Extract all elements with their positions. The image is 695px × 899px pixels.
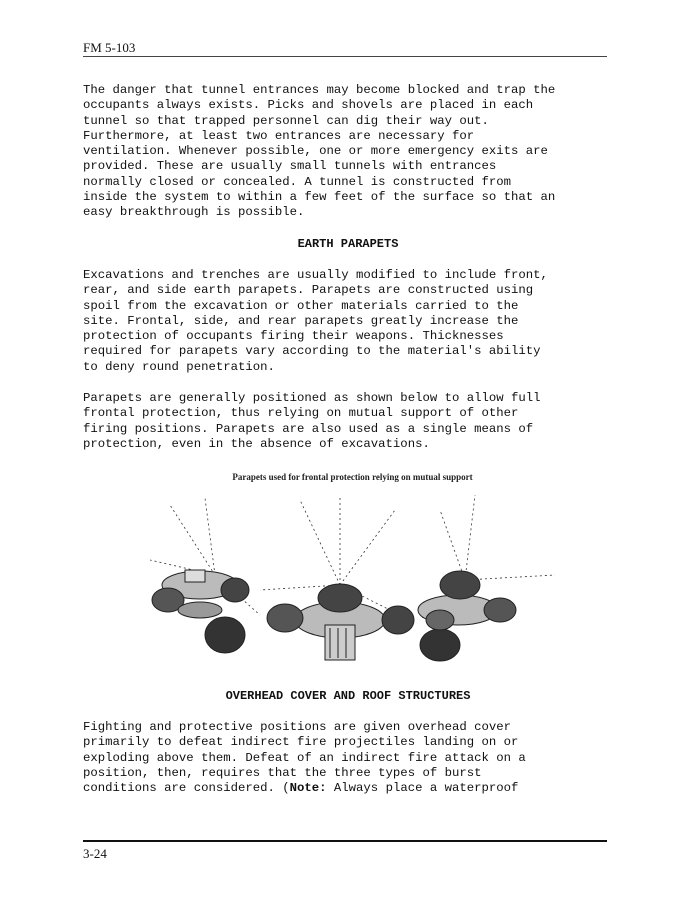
- heading-earth-parapets: EARTH PARAPETS: [297, 237, 399, 251]
- running-head: FM 5-103: [83, 41, 607, 57]
- paragraph-tunnel-entrances: The danger that tunnel entrances may become blocked and trap the occupants always exists. Picks and shovels are placed in each tunnel so that trapped personnel can dig their way out. Furthermore, at least two entrances are necessary for ventilation. Whenever possible, one or more emergency exits are provided. These are usually small tunnels with entrances normally closed or concealed. A tunnel is constructed from inside the system to within a few feet of the surface so that an easy breakthrough is possible.: [83, 83, 556, 220]
- paragraph-overhead-cover: [83, 720, 613, 796]
- figure-caption: Parapets used for frontal protection relying on mutual support: [232, 472, 473, 482]
- paragraph-parapets-positioned: Parapets are generally positioned as shown below to allow full frontal protection, thus relying on mutual support of other firing positions. Parapets are also used as a single means of protection, even in the absence of excavations.: [83, 391, 541, 451]
- parapets-figure: [140, 470, 565, 685]
- center-fighting-position: [267, 584, 414, 660]
- note-label: Note:: [289, 781, 327, 796]
- right-fighting-position: [418, 571, 516, 661]
- page-number: 3-24: [83, 846, 107, 861]
- heading-overhead-cover: OVERHEAD COVER AND ROOF STRUCTURES: [225, 689, 471, 703]
- footer-rule: [83, 840, 607, 842]
- paragraph-overhead-cover-text: Fighting and protective positions are given overhead cover primarily to defeat indirect fire projectiles landing on or exploding above them. Defeat of an indirect fire attack on a position, then, requires that the three types of burst conditions are considered. (: [83, 720, 526, 796]
- parapets-illustration: [140, 470, 565, 685]
- paragraph-excavations: Excavations and trenches are usually modified to include front, rear, and side earth parapets. Parapets are constructed using spoil from the excavation or other materials carried to the site. Frontal, side, and rear parapets greatly increase the protection of occupants firing their weapons. Thicknesses required for parapets vary according to the material's ability to deny round penetration.: [83, 268, 548, 374]
- left-fighting-position: [152, 570, 249, 653]
- note-text: Always place a waterproof: [326, 781, 519, 796]
